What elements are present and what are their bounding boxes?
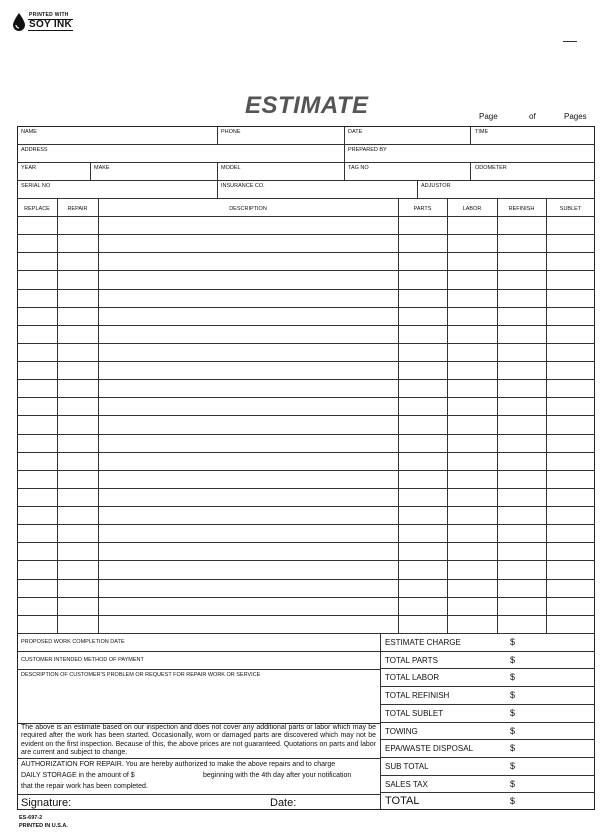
totals-row-label: SUB TOTAL [385, 762, 429, 771]
line-item-row-divider [17, 542, 595, 543]
line-item-row-divider [17, 506, 595, 507]
column-header-labor: LABOR [462, 206, 482, 212]
line-item-row-divider [17, 615, 595, 616]
column-header-sublet: SUBLET [559, 206, 582, 212]
insurance-co-field-label: INSURANCE CO. [221, 183, 265, 189]
line-item-row-divider [17, 470, 595, 471]
column-divider [98, 198, 99, 633]
totals-row-label: TOTAL PARTS [385, 656, 438, 665]
authorization-line-3: that the repair work has been completed. [21, 783, 148, 790]
totals-row-divider [380, 722, 595, 723]
page-label: Page [479, 112, 498, 121]
field-divider [344, 144, 345, 162]
totals-row-label: TOTAL REFINISH [385, 691, 450, 700]
name-field-label: NAME [21, 129, 37, 135]
field-divider [217, 180, 218, 198]
line-item-row-divider [17, 361, 595, 362]
page-title: ESTIMATE [245, 92, 369, 119]
line-item-row-divider [17, 560, 595, 561]
tag-no-field-label: TAG NO [348, 165, 369, 171]
column-divider [57, 198, 58, 633]
prepared-by-field-label: PREPARED BY [348, 147, 387, 153]
totals-row-divider [380, 792, 595, 793]
line-item-row-divider [17, 307, 595, 308]
line-item-row-divider [17, 488, 595, 489]
serial-no-field-label: SERIAL NO [21, 183, 51, 189]
field-divider [344, 162, 345, 180]
totals-row-divider [380, 757, 595, 758]
totals-row-dollar-sign: $ [510, 655, 516, 665]
totals-row-divider [380, 775, 595, 776]
date-signature-label: Date: [270, 797, 297, 809]
logo-line-2: SOY INK [29, 19, 73, 30]
payment-method-label: CUSTOMER INTENDED METHOD OF PAYMENT [21, 657, 144, 663]
line-item-row-divider [17, 597, 595, 598]
completion-date-label: PROPOSED WORK COMPLETION DATE [21, 639, 125, 645]
column-divider [546, 198, 547, 633]
corner-dash [563, 41, 577, 42]
line-item-row-divider [17, 579, 595, 580]
soy-ink-logo [12, 10, 82, 36]
header-row-divider [17, 180, 595, 181]
estimate-disclaimer: The above is an estimate based on our inspection and does not cover any additional parts or labor which may be required after the work has been started. Occasionally, worn or damaged parts are discovered which may not be evident on the first inspection. Because of this, the above prices are not guaranteed. Quotations on parts and labor are current and subject to change. [21, 724, 376, 756]
column-divider [398, 198, 399, 633]
logo-line-1: PRINTED WITH [29, 12, 69, 18]
line-item-row-divider [17, 270, 595, 271]
totals-row-label: SALES TAX [385, 780, 428, 789]
totals-row-divider [380, 739, 595, 740]
totals-row-dollar-sign: $ [510, 796, 516, 806]
totals-row-dollar-sign: $ [510, 743, 516, 753]
field-divider [90, 162, 91, 180]
column-header-replace: REPLACE [24, 206, 50, 212]
header-row-divider [17, 162, 595, 163]
field-divider [217, 126, 218, 144]
totals-row-label: TOTAL LABOR [385, 673, 440, 682]
phone-field-label: PHONE [221, 129, 241, 135]
printed-in-label: PRINTED IN U.S.A. [19, 823, 68, 829]
estimate-form-frame [17, 126, 595, 810]
column-header-refinish: REFINISH [508, 206, 535, 212]
odometer-field-label: ODOMETER [475, 165, 507, 171]
signature-label: Signature: [21, 797, 72, 809]
line-item-row-divider [17, 252, 595, 253]
totals-row-divider [380, 651, 595, 652]
column-divider [497, 198, 498, 633]
field-divider [344, 126, 345, 144]
header-row-divider [17, 144, 595, 145]
line-item-row-divider [17, 434, 595, 435]
column-header-repair: REPAIR [67, 206, 88, 212]
column-divider [447, 198, 448, 633]
bottom-left-divider [17, 669, 380, 670]
line-item-row-divider [17, 343, 595, 344]
column-header-description: DESCRIPTION [229, 206, 267, 212]
authorization-line-2a: DAILY STORAGE in the amount of $ [21, 772, 135, 779]
model-field-label: MODEL [221, 165, 241, 171]
time-field-label: TIME [475, 129, 489, 135]
totals-row-divider [380, 686, 595, 687]
line-item-row-divider [17, 397, 595, 398]
date-field-label: DATE [348, 129, 363, 135]
line-item-row-divider [17, 325, 595, 326]
totals-row-dollar-sign: $ [510, 672, 516, 682]
totals-row-label: ESTIMATE CHARGE [385, 638, 461, 647]
form-number: ES-697-2 [19, 815, 43, 821]
pages-label: Pages [564, 112, 587, 121]
line-item-row-divider [17, 524, 595, 525]
address-field-label: ADDRESS [21, 147, 48, 153]
totals-row-dollar-sign: $ [510, 761, 516, 771]
ink-drop-icon [12, 12, 26, 32]
field-divider [470, 162, 471, 180]
line-item-row-divider [17, 289, 595, 290]
problem-description-label: DESCRIPTION OF CUSTOMER'S PROBLEM OR REQUEST FOR REPAIR WORK OR SERVICE [21, 672, 261, 678]
totals-row-divider [380, 668, 595, 669]
bottom-left-divider [17, 758, 380, 759]
totals-row-label: TOWING [385, 727, 418, 736]
line-item-row-divider [17, 452, 595, 453]
totals-row-label: TOTAL SUBLET [385, 709, 444, 718]
totals-row-label: EPA/WASTE DISPOSAL [385, 744, 474, 753]
header-row-divider [17, 198, 595, 199]
totals-row-dollar-sign: $ [510, 690, 516, 700]
column-header-parts: PARTS [413, 206, 432, 212]
field-divider [217, 162, 218, 180]
totals-row-dollar-sign: $ [510, 726, 516, 736]
totals-row-dollar-sign: $ [510, 708, 516, 718]
bottom-section-divider [17, 633, 595, 634]
authorization-line-2b: beginning with the 4th day after your notification [203, 772, 352, 779]
of-label: of [529, 112, 536, 121]
year-field-label: YEAR [21, 165, 36, 171]
totals-row-dollar-sign: $ [510, 637, 516, 647]
line-item-row-divider [17, 234, 595, 235]
authorization-line-1: AUTHORIZATION FOR REPAIR. You are hereby authorized to make the above repairs and to charge [21, 761, 336, 768]
bottom-left-divider [17, 651, 380, 652]
field-divider [417, 180, 418, 198]
make-field-label: MAKE [94, 165, 110, 171]
field-divider [470, 126, 471, 144]
column-header-divider [17, 216, 595, 217]
line-item-row-divider [17, 415, 595, 416]
totals-row-dollar-sign: $ [510, 779, 516, 789]
adjustor-field-label: ADJUSTOR [421, 183, 451, 189]
line-item-row-divider [17, 379, 595, 380]
bottom-left-divider [17, 794, 380, 795]
totals-row-label: TOTAL [385, 795, 420, 807]
totals-row-divider [380, 704, 595, 705]
